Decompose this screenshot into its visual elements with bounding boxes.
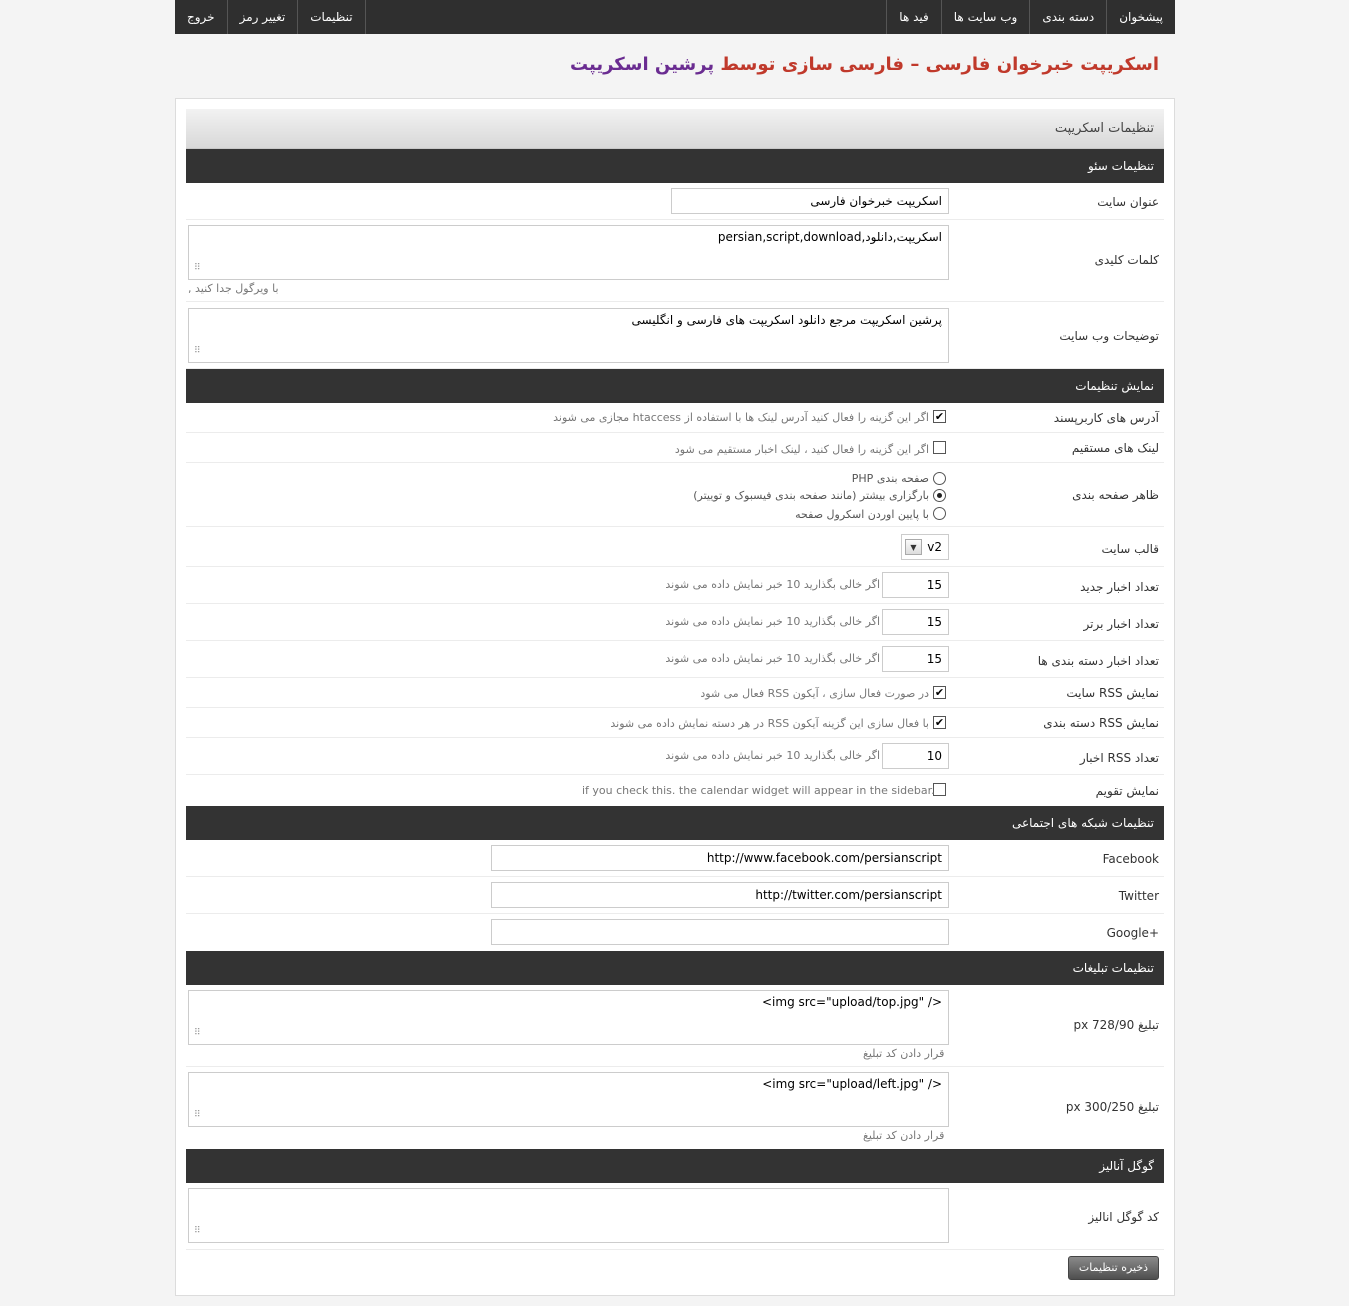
panel-title: تنظیمات اسکریپت bbox=[186, 109, 1164, 149]
row-calendar bbox=[186, 775, 1164, 806]
friendly-urls-label: آدرس های کاربرپسند bbox=[1053, 411, 1159, 425]
row-category-news-count bbox=[186, 641, 1164, 678]
calendar-label: نمایش تقویم bbox=[1095, 784, 1159, 798]
google-plus-label: Google+ bbox=[1106, 926, 1159, 940]
keywords-value: persian,script,download,اسکریپت,دانلود bbox=[717, 230, 942, 244]
page-title bbox=[570, 54, 1159, 75]
resize-grip-icon[interactable]: ⠿ bbox=[194, 1028, 200, 1038]
top-news-count-label: تعداد اخبار برتر bbox=[1083, 617, 1159, 631]
rss-count-input[interactable]: 10 bbox=[882, 743, 949, 769]
resize-grip-icon[interactable]: ⠿ bbox=[194, 1226, 200, 1236]
save-settings-button[interactable]: ذخیره تنظیمات bbox=[1068, 1256, 1159, 1280]
google-plus-input[interactable] bbox=[491, 919, 949, 945]
top-nav bbox=[175, 0, 1175, 34]
row-category-rss bbox=[186, 708, 1164, 738]
calendar-checkbox[interactable] bbox=[933, 783, 946, 796]
top-news-count-input[interactable]: 15 bbox=[882, 609, 949, 635]
direct-links-checkbox[interactable] bbox=[933, 441, 946, 454]
ad-top-value: <img src="upload/top.jpg" /> bbox=[762, 995, 942, 1009]
nav-item-categories[interactable]: دسته بندی bbox=[1029, 0, 1106, 34]
pagination-radio-php[interactable] bbox=[933, 472, 946, 485]
row-site-rss bbox=[186, 678, 1164, 708]
site-rss-checkbox[interactable]: ✔ bbox=[934, 686, 945, 699]
resize-grip-icon[interactable]: ⠿ bbox=[194, 346, 200, 356]
ad-top-textarea[interactable] bbox=[188, 990, 949, 1045]
new-news-count-hint: اگر خالی بگذارید 10 خبر نمایش داده می شوند bbox=[665, 578, 880, 591]
friendly-urls-checkbox[interactable]: ✔ bbox=[934, 410, 945, 423]
direct-links-label: لینک های مستقیم bbox=[1071, 441, 1159, 455]
category-rss-label: نمایش RSS دسته بندی bbox=[1043, 716, 1159, 730]
ad-top-label: تبلیغ 728/90 px bbox=[1073, 1018, 1159, 1032]
friendly-urls-hint: اگر این گزینه را فعال کنید آدرس لینک ها با استفاده از htaccess مجازی می شوند bbox=[553, 411, 929, 424]
keywords-textarea[interactable] bbox=[188, 225, 949, 280]
site-rss-label: نمایش RSS سایت bbox=[1066, 686, 1159, 700]
site-title-label: عنوان سایت bbox=[1097, 195, 1159, 209]
keywords-label: کلمات کلیدی bbox=[1094, 253, 1159, 267]
resize-grip-icon[interactable]: ⠿ bbox=[194, 263, 200, 273]
template-select[interactable] bbox=[901, 534, 949, 560]
rss-count-label: تعداد RSS اخبار bbox=[1079, 751, 1159, 765]
ad-left-hint: قرار دادن کد تبلیغ bbox=[863, 1129, 945, 1142]
row-template bbox=[186, 527, 1164, 567]
nav-item-websites[interactable]: وب سایت ها bbox=[941, 0, 1030, 34]
category-rss-checkbox[interactable]: ✔ bbox=[934, 716, 945, 729]
ad-left-label: تبلیغ 300/250 px bbox=[1065, 1100, 1159, 1114]
row-ad-top bbox=[186, 985, 1164, 1067]
pagination-option-load-more: بارگزاری بیشتر (مانند صفحه بندی فیسبوک و توییتر) bbox=[693, 489, 929, 502]
twitter-label: Twitter bbox=[1118, 889, 1159, 903]
row-ad-left bbox=[186, 1067, 1164, 1149]
facebook-label: Facebook bbox=[1102, 852, 1159, 866]
direct-links-hint: اگر این گزینه را فعال کنید ، لینک اخبار مستقیم می شود bbox=[674, 443, 929, 456]
resize-grip-icon[interactable]: ⠿ bbox=[194, 1110, 200, 1120]
ad-left-value: <img src="upload/left.jpg" /> bbox=[762, 1077, 942, 1091]
analytics-code-label: کد گوگل انالیز bbox=[1088, 1210, 1159, 1224]
row-friendly-urls bbox=[186, 403, 1164, 433]
settings-panel bbox=[175, 98, 1175, 1296]
nav-item-change-password[interactable]: تغییر رمز bbox=[228, 0, 299, 34]
category-news-count-input[interactable]: 15 bbox=[882, 646, 949, 672]
page-title-brand-link[interactable]: پرشین اسکریپت bbox=[569, 54, 715, 75]
section-header-display: نمایش تنظیمات bbox=[186, 369, 1164, 403]
section-header-ads: تنظیمات تبلیغات bbox=[186, 951, 1164, 985]
description-label: توضیحات وب سایت bbox=[1059, 329, 1159, 343]
nav-item-feeds[interactable]: فید ها bbox=[886, 0, 940, 34]
row-keywords bbox=[186, 220, 1164, 302]
template-label: قالب سایت bbox=[1101, 542, 1159, 556]
new-news-count-label: تعداد اخبار جدید bbox=[1080, 580, 1159, 594]
category-news-count-hint: اگر خالی بگذارید 10 خبر نمایش داده می شوند bbox=[665, 652, 880, 665]
pagination-option-scroll: با پایین اوردن اسکرول صفحه bbox=[795, 508, 929, 521]
category-news-count-label: تعداد اخبار دسته بندی ها bbox=[1037, 654, 1159, 668]
nav-item-dashboard[interactable]: پیشخوان bbox=[1106, 0, 1175, 34]
section-header-analytics: گوگل آنالیز bbox=[186, 1149, 1164, 1183]
site-title-input[interactable]: اسکریپت خبرخوان فارسی bbox=[671, 188, 949, 214]
page-title-main: اسکریپت خبرخوان فارسی – فارسی سازی توسط bbox=[720, 54, 1159, 75]
facebook-input[interactable]: http://www.facebook.com/persianscript bbox=[491, 845, 949, 871]
row-rss-count bbox=[186, 738, 1164, 775]
category-rss-hint: با فعال سازی این گزینه آیکون RSS در هر دسته نمایش داده می شوند bbox=[610, 717, 929, 730]
analytics-code-textarea[interactable] bbox=[188, 1188, 949, 1243]
calendar-hint: if you check this. the calendar widget will appear in the sidebar. bbox=[582, 784, 935, 797]
pagination-radio-scroll[interactable] bbox=[933, 507, 946, 520]
description-value: پرشین اسکریپت مرجع دانلود اسکریپت های فارسی و انگلیسی bbox=[631, 313, 942, 327]
description-textarea[interactable] bbox=[188, 308, 949, 363]
row-analytics-code bbox=[186, 1183, 1164, 1250]
row-top-news-count bbox=[186, 604, 1164, 641]
pagination-option-php: صفحه بندی PHP bbox=[851, 472, 929, 485]
row-site-title bbox=[186, 183, 1164, 220]
pagination-label: ظاهر صفحه بندی bbox=[1072, 488, 1159, 502]
nav-item-logout[interactable]: خروج bbox=[175, 0, 228, 34]
pagination-radio-load-more[interactable] bbox=[933, 489, 946, 502]
top-nav-left bbox=[175, 0, 366, 34]
twitter-input[interactable]: http://twitter.com/persianscript bbox=[491, 882, 949, 908]
chevron-down-icon[interactable]: ▼ bbox=[905, 539, 922, 555]
top-news-count-hint: اگر خالی بگذارید 10 خبر نمایش داده می شوند bbox=[665, 615, 880, 628]
template-select-value: v2 bbox=[927, 540, 942, 554]
ad-left-textarea[interactable] bbox=[188, 1072, 949, 1127]
top-nav-right bbox=[886, 0, 1175, 34]
row-direct-links bbox=[186, 433, 1164, 463]
row-twitter bbox=[186, 877, 1164, 914]
section-header-seo: تنظیمات سئو bbox=[186, 149, 1164, 183]
row-pagination bbox=[186, 463, 1164, 527]
row-new-news-count bbox=[186, 567, 1164, 604]
site-rss-hint: در صورت فعال سازی ، آیکون RSS فعال می شود bbox=[700, 687, 929, 700]
rss-count-hint: اگر خالی بگذارید 10 خبر نمایش داده می شوند bbox=[665, 749, 880, 762]
row-facebook bbox=[186, 840, 1164, 877]
section-header-social: تنظیمات شبکه های اجتماعی bbox=[186, 806, 1164, 840]
new-news-count-input[interactable]: 15 bbox=[882, 572, 949, 598]
ad-top-hint: قرار دادن کد تبلیغ bbox=[863, 1047, 945, 1060]
nav-item-settings[interactable]: تنظیمات bbox=[298, 0, 365, 34]
row-description bbox=[186, 302, 1164, 369]
keywords-hint: با ویرگول جدا کنید , bbox=[188, 282, 279, 295]
row-google-plus bbox=[186, 914, 1164, 951]
